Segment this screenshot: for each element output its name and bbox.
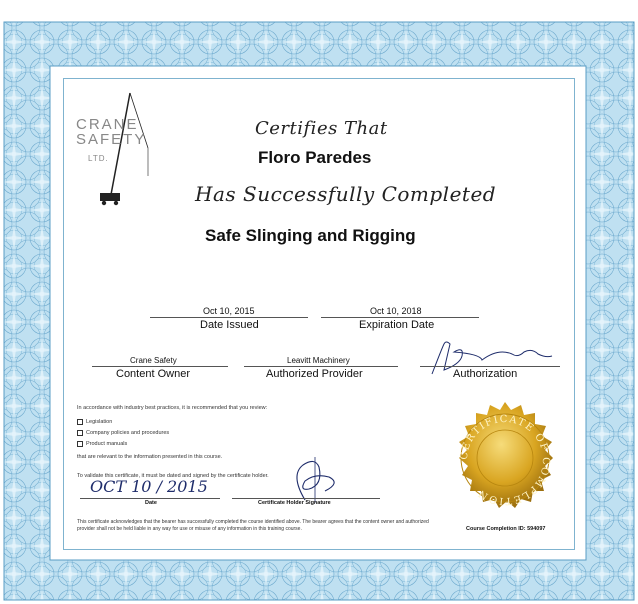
review-item: Company policies and procedures [77, 428, 407, 439]
validate-text: To validate this certificate, it must be dated and signed by the certificate holder. [77, 473, 269, 479]
checkbox-icon [77, 430, 83, 436]
date-label: Date [145, 500, 157, 506]
date-issued-label: Date Issued [200, 319, 259, 331]
expiration-label: Expiration Date [359, 319, 435, 331]
certifies-that-heading: Certifies That [255, 118, 388, 139]
expiration-value: Oct 10, 2018 [370, 306, 422, 316]
checkbox-icon [77, 419, 83, 425]
course-title: Safe Slinging and Rigging [205, 226, 416, 245]
logo-line3: LTD. [88, 154, 109, 163]
provider-value: Leavitt Machinery [287, 356, 350, 365]
checkbox-icon [77, 441, 83, 447]
svg-text:CERTIFICATE OF COMPLETION: CERTIFICATE OF COMPLETION [458, 413, 552, 507]
provider-label: Authorized Provider [266, 368, 363, 380]
logo-line1: CRANE [76, 116, 139, 133]
authorization-label: Authorization [453, 368, 518, 380]
content-owner-label: Content Owner [116, 368, 190, 380]
handwritten-date: OCT 10 / 2015 [90, 477, 208, 496]
seal-icon [445, 400, 565, 520]
holder-signature-label: Certificate Holder Signature [258, 500, 331, 506]
date-issued-value: Oct 10, 2015 [203, 306, 255, 316]
logo-line2: SAFETY [76, 131, 147, 148]
review-outro: that are relevant to the information presented in this course. [77, 454, 223, 460]
content-owner-value: Crane Safety [130, 356, 177, 365]
completion-id: Course Completion ID: 594097 [466, 526, 546, 532]
review-item: Product manuals [77, 439, 407, 450]
review-intro: In accordance with industry best practices, it is recommended that you review: [77, 405, 268, 411]
recipient-name: Floro Paredes [258, 148, 372, 167]
review-item: Legislation [77, 417, 407, 428]
successfully-completed-heading: Has Successfully Completed [195, 182, 497, 206]
disclaimer-text: This certificate acknowledges that the bearer has successfully completed the course identified above. The bearer agrees that the content owner and authorized provider shall not be held liable in any way for use or misuse of any information in this training course. [77, 519, 429, 532]
